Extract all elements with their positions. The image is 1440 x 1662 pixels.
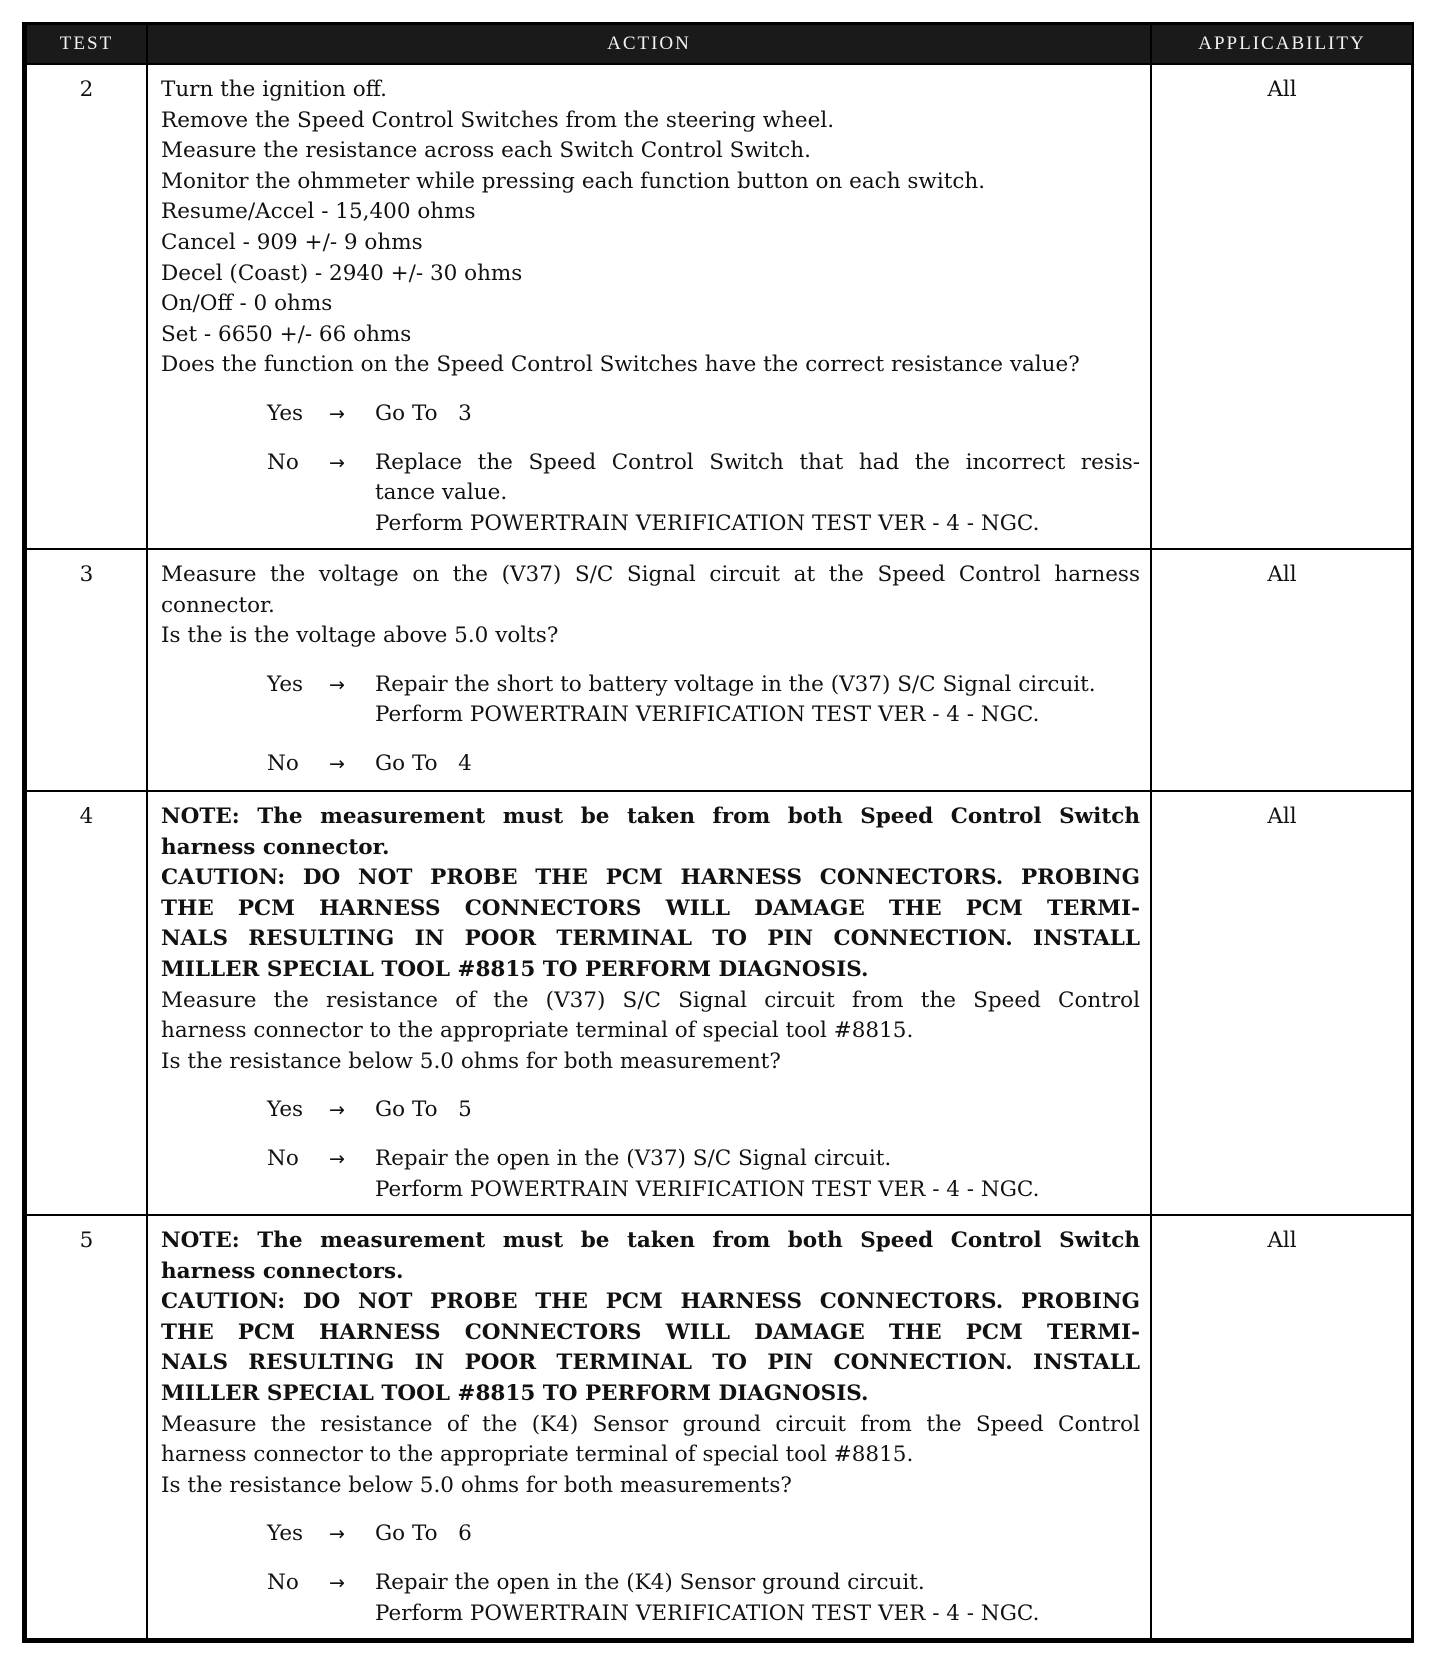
header-action: ACTION [147,25,1151,64]
yes-action: Go To 5 [375,1097,472,1123]
step-line: Monitor the ohmmeter while pressing each function button on each switch. [161,168,986,194]
no-action-line: Perform POWERTRAIN VERIFICATION TEST VER - 4 - NGC. [375,510,1040,536]
step-line: connector. [161,592,275,618]
no-action [375,448,1140,540]
caution-line: THE PCM HARNESS CONNECTORS WILL DAMAGE THE PCM TERMI- [161,895,1140,921]
no-branch [267,1144,1140,1205]
yes-branch [267,1095,1140,1126]
no-action-line: Perform POWERTRAIN VERIFICATION TEST VER - 4 - NGC. [375,1600,1040,1626]
test-table [25,25,1414,1640]
no-action: Go To 4 [375,750,472,776]
step-line: harness connector to the appropriate terminal of special tool #8815. [161,1018,914,1044]
caution-line: CAUTION: DO NOT PROBE THE PCM HARNESS CONNECTORS. PROBING [161,865,1140,891]
header-row [26,25,1413,64]
applicability: All [1151,64,1413,549]
step-line: Measure the resistance across each Switch Control Switch. [161,138,811,164]
yes-label: Yes [267,1521,304,1547]
no-action [375,1568,1140,1629]
step-line: Turn the ignition off. [161,77,387,102]
no-label: No [267,1569,299,1595]
yes-action: Go To 3 [375,400,472,426]
no-branch [267,448,1140,540]
yes-branch [267,670,1140,731]
table-row [26,791,1413,1215]
arrow-icon: → [329,1571,345,1594]
yes-action-line: Repair the short to battery voltage in the (V37) S/C Signal circuit. [375,671,1096,697]
caution-line: NALS RESULTING IN POOR TERMINAL TO PIN CONNECTION. INSTALL [161,1350,1140,1376]
no-branch [267,1568,1140,1629]
step-line: Measure the voltage on the (V37) S/C Signal circuit at the Speed Control harness [161,562,1140,587]
step-line: Measure the resistance of the (V37) S/C Signal circuit from the Speed Control [161,987,1140,1013]
step-line: On/Off - 0 ohms [161,291,333,317]
no-label: No [267,1145,299,1171]
note-line: harness connector. [161,834,390,860]
yes-action [375,670,1140,731]
question-line: Is the resistance below 5.0 ohms for both measurement? [161,1048,781,1074]
caution-line: CAUTION: DO NOT PROBE THE PCM HARNESS CONNECTORS. PROBING [161,1289,1140,1315]
applicability: All [1151,549,1413,791]
action-cell [147,1215,1151,1639]
test-number: 5 [26,1215,147,1639]
table-row [26,64,1413,549]
question-line: Is the resistance below 5.0 ohms for both measurements? [161,1472,792,1498]
step-line: Remove the Speed Control Switches from the steering wheel. [161,107,835,133]
applicability: All [1151,791,1413,1215]
yes-branch [267,1519,1140,1550]
caution-line: NALS RESULTING IN POOR TERMINAL TO PIN CONNECTION. INSTALL [161,926,1140,952]
arrow-icon: → [329,673,345,696]
no-action-line: Repair the open in the (V37) S/C Signal circuit. [375,1145,892,1171]
table-row [26,549,1413,791]
arrow-icon: → [329,1523,345,1546]
test-number: 4 [26,791,147,1215]
caution-line: THE PCM HARNESS CONNECTORS WILL DAMAGE THE PCM TERMI- [161,1319,1140,1345]
no-action-line: Perform POWERTRAIN VERIFICATION TEST VER - 4 - NGC. [375,1176,1040,1202]
action-cell [147,64,1151,549]
no-branch [267,749,1140,780]
no-label: No [267,750,299,776]
step-line: Resume/Accel - 15,400 ohms [161,199,476,225]
test-number: 2 [26,64,147,549]
header-applicability: APPLICABILITY [1151,25,1413,64]
no-action [375,1144,1140,1205]
step-line: Decel (Coast) - 2940 +/- 30 ohms [161,260,523,286]
test-number: 3 [26,549,147,791]
arrow-icon: → [329,752,345,775]
no-label: No [267,449,299,475]
step-line: Measure the resistance of the (K4) Sensor ground circuit from the Speed Control [161,1411,1140,1437]
table-row [26,1215,1413,1639]
yes-label: Yes [267,1097,304,1123]
step-line: harness connector to the appropriate terminal of special tool #8815. [161,1442,914,1468]
step-line: Set - 6650 +/- 66 ohms [161,321,412,347]
no-action-line: tance value. [375,480,508,506]
note-line: NOTE: The measurement must be taken from both Speed Control Switch [161,1228,1140,1253]
caution-line: MILLER SPECIAL TOOL #8815 TO PERFORM DIAGNOSIS. [161,956,869,982]
step-line: Cancel - 909 +/- 9 ohms [161,229,423,255]
action-cell [147,549,1151,791]
question-line: Does the function on the Speed Control Switches have the correct resistance value? [161,352,1080,378]
no-action-line: Replace the Speed Control Switch that had the incorrect resis- [375,449,1140,475]
yes-action-line: Perform POWERTRAIN VERIFICATION TEST VER - 4 - NGC. [375,702,1040,728]
note-line: harness connectors. [161,1258,404,1284]
yes-branch [267,399,1140,430]
arrow-icon: → [329,1147,345,1170]
yes-label: Yes [267,400,304,426]
no-action-line: Repair the open in the (K4) Sensor ground circuit. [375,1569,925,1595]
applicability: All [1151,1215,1413,1639]
caution-line: MILLER SPECIAL TOOL #8815 TO PERFORM DIAGNOSIS. [161,1380,869,1406]
arrow-icon: → [329,451,345,474]
note-line: NOTE: The measurement must be taken from both Speed Control Switch [161,804,1140,829]
arrow-icon: → [329,1099,345,1122]
yes-label: Yes [267,671,304,697]
question-line: Is the is the voltage above 5.0 volts? [161,623,559,649]
arrow-icon: → [329,402,345,425]
action-cell [147,791,1151,1215]
yes-action: Go To 6 [375,1521,472,1547]
diagnostic-table [22,22,1414,1643]
header-test: TEST [26,25,147,64]
